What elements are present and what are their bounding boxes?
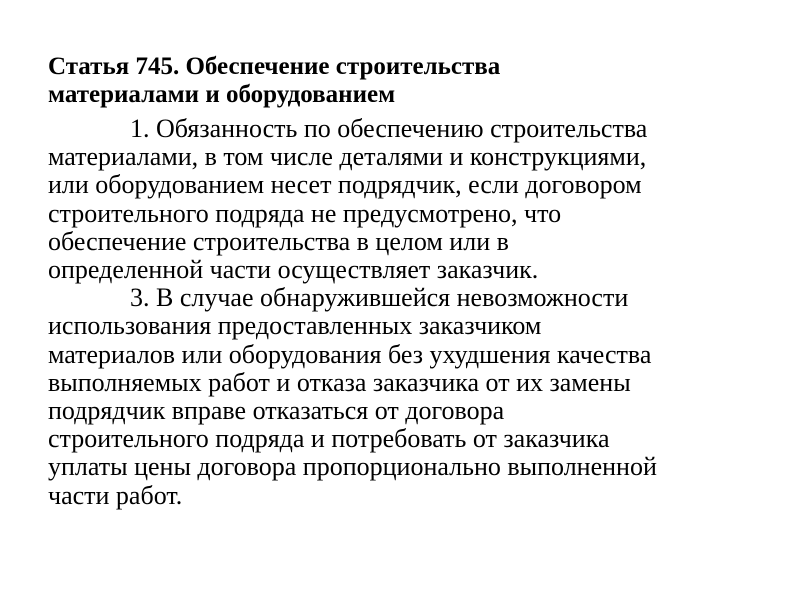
article-title: [48, 53, 768, 109]
paragraph-line: определенной части осуществляет заказчик.: [48, 255, 539, 285]
paragraph-line: 1. Обязанность по обеспечению строительства: [130, 114, 648, 143]
paragraph-line: части работ.: [48, 480, 183, 510]
article-title-line: материалами и оборудованием: [48, 81, 396, 108]
article-title-line: Статья 745. Обеспечение строительства: [48, 53, 501, 80]
paragraph-line: уплаты цены договора пропорционально выполненной: [48, 452, 657, 482]
paragraph-line: подрядчик вправе отказаться от договора: [48, 396, 505, 426]
paragraph-3: [48, 284, 768, 510]
paragraph-line: выполняемых работ и отказа заказчика от их замены: [48, 367, 631, 397]
paragraph-line: материалов или оборудования без ухудшения качества: [48, 339, 652, 369]
paragraph-line: использования предоставленных заказчиком: [48, 311, 542, 341]
paragraph-line: строительного подряда не предусмотрено, что: [48, 198, 562, 228]
paragraph-line: обеспечение строительства в целом или в: [48, 226, 509, 256]
paragraph-1: [48, 115, 768, 284]
document-slide: [48, 53, 768, 510]
paragraph-line: материалами, в том числе деталями и конструкциями,: [48, 142, 647, 172]
paragraph-line: строительного подряда и потребовать от заказчика: [48, 424, 610, 454]
paragraph-line: или оборудованием несет подрядчик, если договором: [48, 170, 642, 200]
paragraph-line: 3. В случае обнаружившейся невозможности: [130, 283, 629, 313]
